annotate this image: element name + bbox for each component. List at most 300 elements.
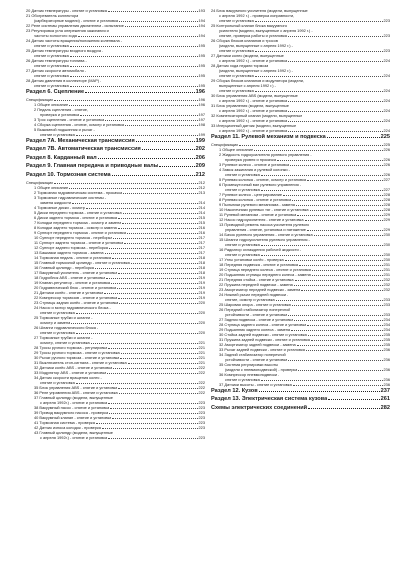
toc-entry-title: 30 Блок управления ABS (модели, выпущенные [211, 93, 298, 98]
toc-entry-title: снятие и установка [219, 18, 254, 23]
toc-page-number: 222 [198, 379, 205, 385]
dot-leader [288, 121, 382, 122]
toc-page-number: 212 [198, 184, 205, 190]
toc-entry-title: (модели, выпущенные с апреля 1992 г.) - [219, 68, 293, 73]
toc-entry-title: 30 Стойка задней подвески - снятие и установка [219, 331, 307, 337]
toc-page-number: 195 [198, 63, 205, 68]
toc-entry-title: замена жидкости [40, 199, 72, 205]
dot-leader [91, 343, 198, 344]
toc-entry-title: 22 Компрессор тормозов - снятие и установка [34, 294, 118, 300]
toc-page-number: 228 [383, 196, 390, 202]
dot-leader [80, 115, 197, 116]
toc-page-number: 236 [383, 366, 390, 372]
toc-page-number: 233 [383, 296, 390, 302]
dot-leader [85, 92, 195, 93]
toc-entry-title: 24 Нижний рычаг передней подвески - [219, 291, 289, 297]
dot-leader [112, 175, 195, 176]
toc-page-number: 228 [383, 206, 390, 212]
toc-entry-title: осмотр, снятие и установка [40, 339, 90, 345]
toc-entry-title: 26 Сборка блоков клапанов и тросов [211, 38, 278, 43]
toc-entry-title: 8 Рулевая колонка - снятие и установка [219, 196, 292, 202]
dot-leader [119, 303, 197, 304]
toc-entry-title: усилителя (модели, выпущенные с апреля 1992 г.) - [219, 28, 313, 33]
dot-leader [255, 76, 383, 77]
dot-leader [311, 340, 383, 341]
dot-leader [261, 245, 383, 246]
dot-leader [98, 158, 195, 159]
dot-leader [292, 305, 383, 306]
toc-entry-title: выпущенные с апреля 1992 г.) - [219, 83, 276, 88]
toc-page-number: 220 [198, 299, 205, 305]
toc-entry-title: 12 Суппорт заднего тормоза - переборка [34, 244, 108, 250]
toc-entry-title: снятие и установка [219, 73, 254, 78]
toc-entry-title: Раздел 11. Рулевой механизм и подвеска [211, 134, 326, 140]
dot-leader [112, 418, 197, 419]
dot-leader [105, 120, 197, 121]
toc-page-number: 235 [383, 341, 390, 347]
toc-entry-title: 5 Выжимной подшипник и рычаг - [34, 126, 95, 132]
toc-page-number: 226 [383, 146, 390, 152]
toc-page-number: 209 [195, 163, 205, 170]
toc-entry-title: Раздел 13. Электрическая система кузова [211, 396, 328, 403]
toc-page-number: 195 [198, 43, 205, 48]
toc-page-number: 228 [383, 201, 390, 207]
toc-entry-title: снятие и установка [219, 88, 254, 93]
toc-entry [26, 132, 205, 137]
dot-leader [283, 195, 382, 196]
toc-page-number: 217 [198, 244, 205, 250]
toc-section-heading [211, 134, 390, 142]
toc-page-number: 223 [383, 48, 390, 53]
dot-leader [259, 391, 380, 392]
toc-entry-title: 34 Задний стабилизатор поперечной [219, 351, 286, 357]
dot-leader [296, 205, 383, 206]
dot-leader [76, 383, 198, 384]
dot-leader [124, 243, 197, 244]
toc-entry-title: с апреля 1992 г.) - проверка исправности, [219, 13, 295, 18]
dot-leader [292, 200, 382, 201]
toc-entry-title: 33 Инерционный датчик (модели, выпущенные [211, 123, 297, 128]
toc-page-number: 217 [198, 249, 205, 255]
toc-page-number: 226 [383, 161, 390, 167]
toc-entry-title: 6 Диски заднего тормоза - снятие и установка [34, 214, 118, 220]
toc-entry-title: 1 Общее описание [219, 146, 254, 152]
toc-page-number: 196 [198, 101, 205, 107]
toc-entry-title: снятие и установка [34, 43, 69, 48]
toc-entry-title: 12 Насос гидроусилителя - снятие и установка [219, 216, 304, 222]
toc-page-number: 219 [198, 274, 205, 280]
toc-entry-title: 26 Шланги гидравлического блока - [34, 324, 99, 330]
toc-entry-title: 33 Модулятор ABS - снятие и установка [34, 369, 107, 375]
toc-page-number: 221 [198, 344, 205, 350]
toc-entry-title: 29 Тросы ручного тормоза - снятие и установка [34, 349, 120, 355]
toc-entry-title: 27 Тормозные трубки и шланги - [34, 334, 93, 340]
toc-page-number: 236 [383, 381, 390, 387]
toc-page-number: 224 [383, 118, 390, 123]
toc-entry-title: (модели, выпущенные с апреля 1992 г.) - [219, 43, 293, 48]
toc-entry-title: 23 Амортизатор передней подвески - замена [219, 286, 301, 292]
toc-page-number: 224 [383, 98, 390, 103]
toc-section-heading [26, 89, 205, 97]
toc-page-number: 199 [198, 131, 205, 137]
toc-page-number: 225 [380, 134, 390, 140]
toc-page-number: 218 [198, 264, 205, 270]
toc-entry-title: 1 Общее описание [34, 184, 69, 190]
toc-entry-title: 31 Пружина задней подвески - снятие и установка [219, 336, 310, 342]
dot-leader [123, 193, 197, 194]
toc-entry-title: Спецификации [211, 141, 239, 147]
dot-leader [294, 285, 383, 286]
toc-entry-title: 35 Система регулировки высоты [219, 361, 279, 367]
toc-page-number: 231 [383, 261, 390, 267]
toc-page-number: 228 [383, 191, 390, 197]
toc-entry-title: 23 Регулировка угла опережения зажигания и [26, 28, 109, 33]
dot-leader [96, 423, 198, 424]
dot-leader [86, 208, 198, 209]
toc-page-number: 215 [198, 219, 205, 225]
dot-leader [104, 293, 197, 294]
dot-leader [288, 111, 382, 112]
dot-leader [307, 180, 382, 181]
toc-page-number: 236 [383, 376, 390, 382]
dot-leader [301, 290, 382, 291]
dot-leader [290, 165, 382, 166]
toc-entry-title: 19 Клапан-регулятор - снятие и установка [34, 279, 111, 285]
toc-page-number: 219 [198, 279, 205, 285]
toc-entry-title: 33 Рычаг задней подвески - снятие и установка [219, 346, 305, 352]
toc-entry [26, 435, 205, 440]
toc-page-number: 224 [383, 128, 390, 133]
toc-entry-title: с апреля 1992г.) - снятие и установка [40, 434, 108, 440]
toc-entry-title: устойчивости - снятие и установка [225, 311, 288, 317]
toc-entry-title: 37 Главный цилиндр (модели, выпущенные [34, 394, 113, 400]
toc-entry-title: 43 Главный цилиндр (модели, выпущенные [34, 429, 113, 435]
toc-page-number: 223 [198, 424, 205, 430]
toc-entry-title: Спецификации [26, 179, 54, 185]
toc-entry-title: управления - снятие, установка и натяжение [225, 226, 306, 232]
toc-page-number: 235 [383, 336, 390, 342]
toc-entry-title: снятие, проверка работы и установка [219, 33, 287, 38]
dot-leader [108, 11, 198, 12]
toc-page-number: 237 [380, 387, 390, 394]
dot-leader [108, 438, 197, 439]
dot-leader [261, 175, 383, 176]
toc-entry-title: 30 Рычаг ручного тормоза - снятие и установка [34, 354, 120, 360]
toc-entry-title: Раздел 7A. Механическая трансмиссия [26, 137, 135, 144]
toc-entry-title: с апреля 1992 г.) - снятие и установка [219, 128, 288, 133]
toc-entry-title: 3 Тормозные гидравлические системы - [34, 194, 107, 200]
dot-leader [127, 233, 198, 234]
toc-page-number: 193 [198, 8, 205, 13]
dot-leader [110, 408, 197, 409]
toc-page-number: 223 [198, 404, 205, 410]
toc-page-number: 220 [198, 329, 205, 335]
dot-leader [255, 21, 383, 22]
toc-page-number: 234 [383, 326, 390, 332]
toc-entry-title: 10 Суппорт переднего тормоза - переборка [34, 234, 113, 240]
toc-entry-title: 6 Промежуточный вал рулевого управления - [219, 181, 302, 187]
toc-entry-title: 11 Рулевой механизм - снятие и установка [219, 211, 297, 217]
toc-entry-title: 15 Главный тормозной цилиндр - снятие и установка [34, 259, 130, 265]
toc-entry-title: Схемы электрических соединений [211, 404, 308, 411]
toc-entry-title: 24 Насос и мотор гидравлического блока - [34, 304, 111, 310]
dot-leader [123, 213, 198, 214]
toc-page-number: 232 [383, 286, 390, 292]
toc-entry-title: снятие и установка [34, 53, 69, 58]
toc-entry [211, 382, 390, 387]
toc-entry-title: 13 Приводной ремень насоса усилителя рулевого [219, 221, 310, 227]
toc-page-number: 221 [198, 349, 205, 355]
toc-entry-title: 42 Датчик износа колодок - проверка [34, 424, 101, 430]
toc-entry-title: снятие и установка [219, 48, 254, 53]
toc-entry-title: 4 Тормозные диски - осмотр [34, 204, 85, 210]
toc-entry-title: 8 Колодки заднего тормоза - осмотр и замена [34, 224, 117, 230]
toc-entry-title: 3 Рулевое колесо - снятие и установка [219, 161, 290, 167]
toc-page-number: 222 [198, 384, 205, 390]
toc-entry-title: снятие и установка [225, 241, 260, 247]
dot-leader [307, 325, 382, 326]
dot-leader [295, 280, 383, 281]
toc-entry-title: 1 Общее описание [34, 101, 69, 107]
dot-leader [328, 399, 379, 400]
toc-page-number: 227 [383, 176, 390, 182]
dot-leader [95, 268, 198, 269]
toc-entry-title: 11 Суппорт заднего тормоза - снятие и установка [34, 239, 124, 245]
toc-page-number: 214 [198, 199, 205, 205]
toc-section-heading [211, 405, 390, 413]
toc-entry-title: Раздел 6. Сцепление [26, 89, 85, 95]
toc-entry-title: снятие и установка [40, 309, 75, 315]
toc-entry-title: проверка уровня и прокачка [225, 156, 276, 162]
toc-entry-title: Раздел 7B. Автоматическая трансмиссия [26, 146, 141, 153]
toc-page-number: 223 [198, 399, 205, 405]
table-of-contents-page [22, 8, 390, 560]
toc-page-number: 232 [383, 281, 390, 287]
toc-entry-title: 16 Радиатор охлаждения рабочей жидкости - [219, 246, 302, 252]
toc-entry-title: 28 Датчик давления в коллекторе (MAP) - [26, 78, 102, 83]
dot-leader [261, 380, 383, 381]
toc-page-number: 212 [195, 171, 205, 178]
dot-leader [288, 101, 382, 102]
toc-entry-title: 2 Тормозная гидравлическая система - прокачка [34, 189, 123, 195]
toc-page-number: 282 [380, 404, 390, 411]
toc-entry-title: Раздел 8. Карданный вал [26, 154, 97, 161]
toc-page-number: 229 [383, 226, 390, 232]
toc-page-number: 231 [383, 266, 390, 272]
toc-entry-title: снятие и установка [225, 171, 260, 177]
dot-leader [109, 413, 197, 414]
toc-entry-title: (карбюраторные модели) - снятие и установка [34, 18, 119, 23]
toc-page-number: 224 [383, 88, 390, 93]
toc-page-number: 225 [383, 141, 390, 147]
dot-leader [293, 385, 383, 386]
toc-page-number: 230 [383, 251, 390, 257]
toc-entry-title: 16 Главный цилиндр - переборка [34, 264, 94, 270]
toc-entry-title: 25 Тормозные трубки и шланги - [34, 314, 93, 320]
toc-entry-title: 26 Датчик температуры топлива - [26, 58, 87, 63]
toc-page-number: 221 [198, 339, 205, 345]
toc-entry-title: снятие и установка [225, 251, 260, 257]
toc-page-number: 229 [383, 211, 390, 217]
toc-entry-title: 7 Колодки переднего тормоза - осмотр и замена [34, 219, 122, 225]
toc-entry-title: снятие, осмотр и установка [225, 296, 275, 302]
toc-entry-title: снятие и установка [40, 131, 75, 137]
toc-entry-title: снятие и установка [225, 186, 260, 192]
dot-leader [255, 91, 383, 92]
dot-leader [128, 363, 198, 364]
toc-page-number: 197 [198, 116, 205, 122]
dot-leader [261, 255, 383, 256]
toc-entry-title: 26 Передний стабилизатор поперечной [219, 306, 291, 312]
toc-entry-title: 3 Трос сцепления - снятие и установка [34, 116, 105, 122]
toc-page-number: 233 [383, 311, 390, 317]
toc-page-number: 234 [383, 321, 390, 327]
toc-entry-title: снятие и установка [225, 376, 260, 382]
toc-page-number: 235 [383, 331, 390, 337]
toc-page-number: 218 [198, 259, 205, 265]
toc-entry-title: 27 Задняя подвеска - снятие и установка [219, 316, 294, 322]
toc-entry-title: с апреля 1992 г.) - снятие и установка [219, 98, 288, 103]
dot-leader [288, 36, 383, 37]
toc-entry-title: 9 Суппорт переднего тормоза - снятие и установка [34, 229, 126, 235]
toc-page-number: 194 [198, 23, 205, 28]
toc-entry-title: 28 Тросы ручного тормоза - регулировка [34, 344, 108, 350]
dot-leader [70, 66, 198, 67]
dot-leader [314, 235, 383, 236]
toc-entry-title: 27 Датчики колес (модели, выпущенные [211, 53, 284, 58]
toc-page-number: 261 [380, 396, 390, 403]
dot-leader [105, 253, 198, 254]
toc-section-heading [26, 163, 205, 171]
dot-leader [131, 263, 198, 264]
toc-page-number: 224 [383, 108, 390, 113]
dot-leader [312, 275, 383, 276]
toc-entry-title: 21 Обогреватель коллектора [26, 13, 79, 18]
toc-entry-title: 5 Диски переднего тормоза - снятие и установка [34, 209, 122, 215]
dot-leader [299, 265, 382, 266]
toc-entry-title: 22 Пружина передней подвески - замена [219, 281, 293, 287]
dot-leader [118, 228, 198, 229]
toc-page-number: 222 [198, 364, 205, 370]
toc-page-number: 230 [383, 231, 390, 237]
dot-leader [69, 105, 197, 106]
dot-leader [118, 298, 197, 299]
toc-entry-title: 18 Передняя подвеска - снятие и установка [219, 261, 299, 267]
toc-page-number: 224 [383, 73, 390, 78]
toc-entry-title: 36 Реле управления ABS - снятие и установка [34, 389, 118, 395]
toc-entry-title: 21 Датчики колёс - снятие и установка [34, 289, 104, 295]
dot-leader [307, 230, 383, 231]
toc-entry-title: Раздел 12. Кузов [211, 387, 258, 394]
dot-leader [276, 300, 383, 301]
toc-entry-title: 24 Блок вакуумного усилителя (модели, выпущенные [211, 8, 308, 13]
toc-page-number: 226 [383, 171, 390, 177]
toc-entry-title: 32 Амортизатор задней подвески - замена [219, 341, 296, 347]
toc-page-number: 223 [383, 33, 390, 38]
toc-entry-title: 5 Рулевая колонка - снятие, осмотр и установка [219, 176, 307, 182]
toc-section-heading [26, 172, 205, 180]
toc-entry-title: снятие и установка [34, 63, 69, 68]
toc-entry-title: 37 Датчики высоты - снятие и установка [219, 381, 292, 387]
toc-entry-title: 35 Блок управления ABS - снятие и установка [34, 384, 118, 390]
toc-page-number: 233 [383, 301, 390, 307]
dot-leader [288, 131, 382, 132]
toc-entry-title: 27 Датчик скорости автомобиля - [26, 68, 87, 73]
toc-entry-title: 25 Шаровая опора - снятие и установка [219, 301, 291, 307]
toc-page-number: 219 [198, 289, 205, 295]
dot-leader [72, 203, 197, 204]
dot-leader [113, 238, 197, 239]
toc-page-number: 232 [383, 276, 390, 282]
toc-entry-title: 14 Тормозная педаль - снятие и установка [34, 254, 111, 260]
toc-page-number: 219 [198, 284, 205, 290]
dot-leader [125, 26, 198, 27]
toc-entry-title: 38 Вакуумный насос - снятие и установка [34, 404, 110, 410]
toc-entry [211, 128, 390, 133]
toc-entry-title: 40 Вакуумный клапан - снятие и установка [34, 414, 112, 420]
toc-entry-title: 19 Ступица переднего колеса - снятие и установка [219, 266, 311, 272]
dot-leader [117, 288, 197, 289]
dot-leader [54, 183, 197, 184]
toc-entry-title: 20 Подшипник ступицы переднего колеса - замена [219, 271, 311, 277]
dot-leader [305, 220, 383, 221]
dot-leader [118, 218, 197, 219]
toc-page-number: 218 [198, 269, 205, 275]
toc-entry-title: снятие и установка [40, 379, 75, 385]
toc-entry-title: 20 Датчик температуры - снятие и установка [26, 8, 107, 13]
toc-page-number: 215 [198, 214, 205, 220]
toc-entry-title: с апреля 1992 г.) - снятие и установка [219, 108, 288, 113]
toc-page-number: 194 [198, 18, 205, 23]
dot-leader [327, 137, 380, 138]
dot-leader [277, 160, 383, 161]
toc-entry-title: с апреля 1992г.) - снятие и установка [40, 399, 108, 405]
toc-entry-title: 32 Датчики колёс ABS - снятие и установка [34, 364, 113, 370]
dot-leader [69, 188, 197, 189]
dot-leader [306, 350, 383, 351]
toc-page-number: 223 [198, 434, 205, 440]
toc-page-number: 214 [198, 209, 205, 215]
toc-page-number: 236 [383, 346, 390, 352]
dot-leader [298, 370, 382, 371]
dot-leader [106, 278, 197, 279]
toc-entry-title: проверка и установка [40, 111, 80, 117]
toc-entry-title: 4 Сборка сцепления - снятие, осмотр и установка [34, 121, 125, 127]
toc-entry-title: снятие и установка [34, 83, 69, 88]
dot-leader [70, 86, 198, 87]
toc-page-number: 231 [383, 271, 390, 277]
toc-entry-title: снятие и установка [40, 329, 75, 335]
dot-leader [254, 150, 382, 151]
dot-leader [136, 141, 195, 142]
toc-entry-title: 39 Привод вакуумного насоса - проверка [34, 409, 109, 415]
dot-leader [119, 393, 198, 394]
toc-entry-title: 36 Компрессор пневмоподвески - [219, 371, 280, 377]
toc-page-number: 218 [198, 254, 205, 260]
dot-leader [159, 166, 194, 167]
toc-page-number: 224 [383, 58, 390, 63]
toc-entry-title: Раздел 10. Тормозная система [26, 171, 111, 178]
dot-leader [285, 260, 383, 261]
toc-section-heading [211, 396, 390, 404]
toc-entry-title: 29 Подшипник заднего колеса - замена [219, 326, 291, 332]
dot-leader [288, 315, 382, 316]
toc-page-number: 227 [383, 186, 390, 192]
toc-page-number: 223 [198, 419, 205, 425]
toc-entry-title: 2 Педаль сцепления - снятие, [34, 106, 89, 112]
dot-leader [308, 335, 383, 336]
dot-leader [111, 283, 197, 284]
